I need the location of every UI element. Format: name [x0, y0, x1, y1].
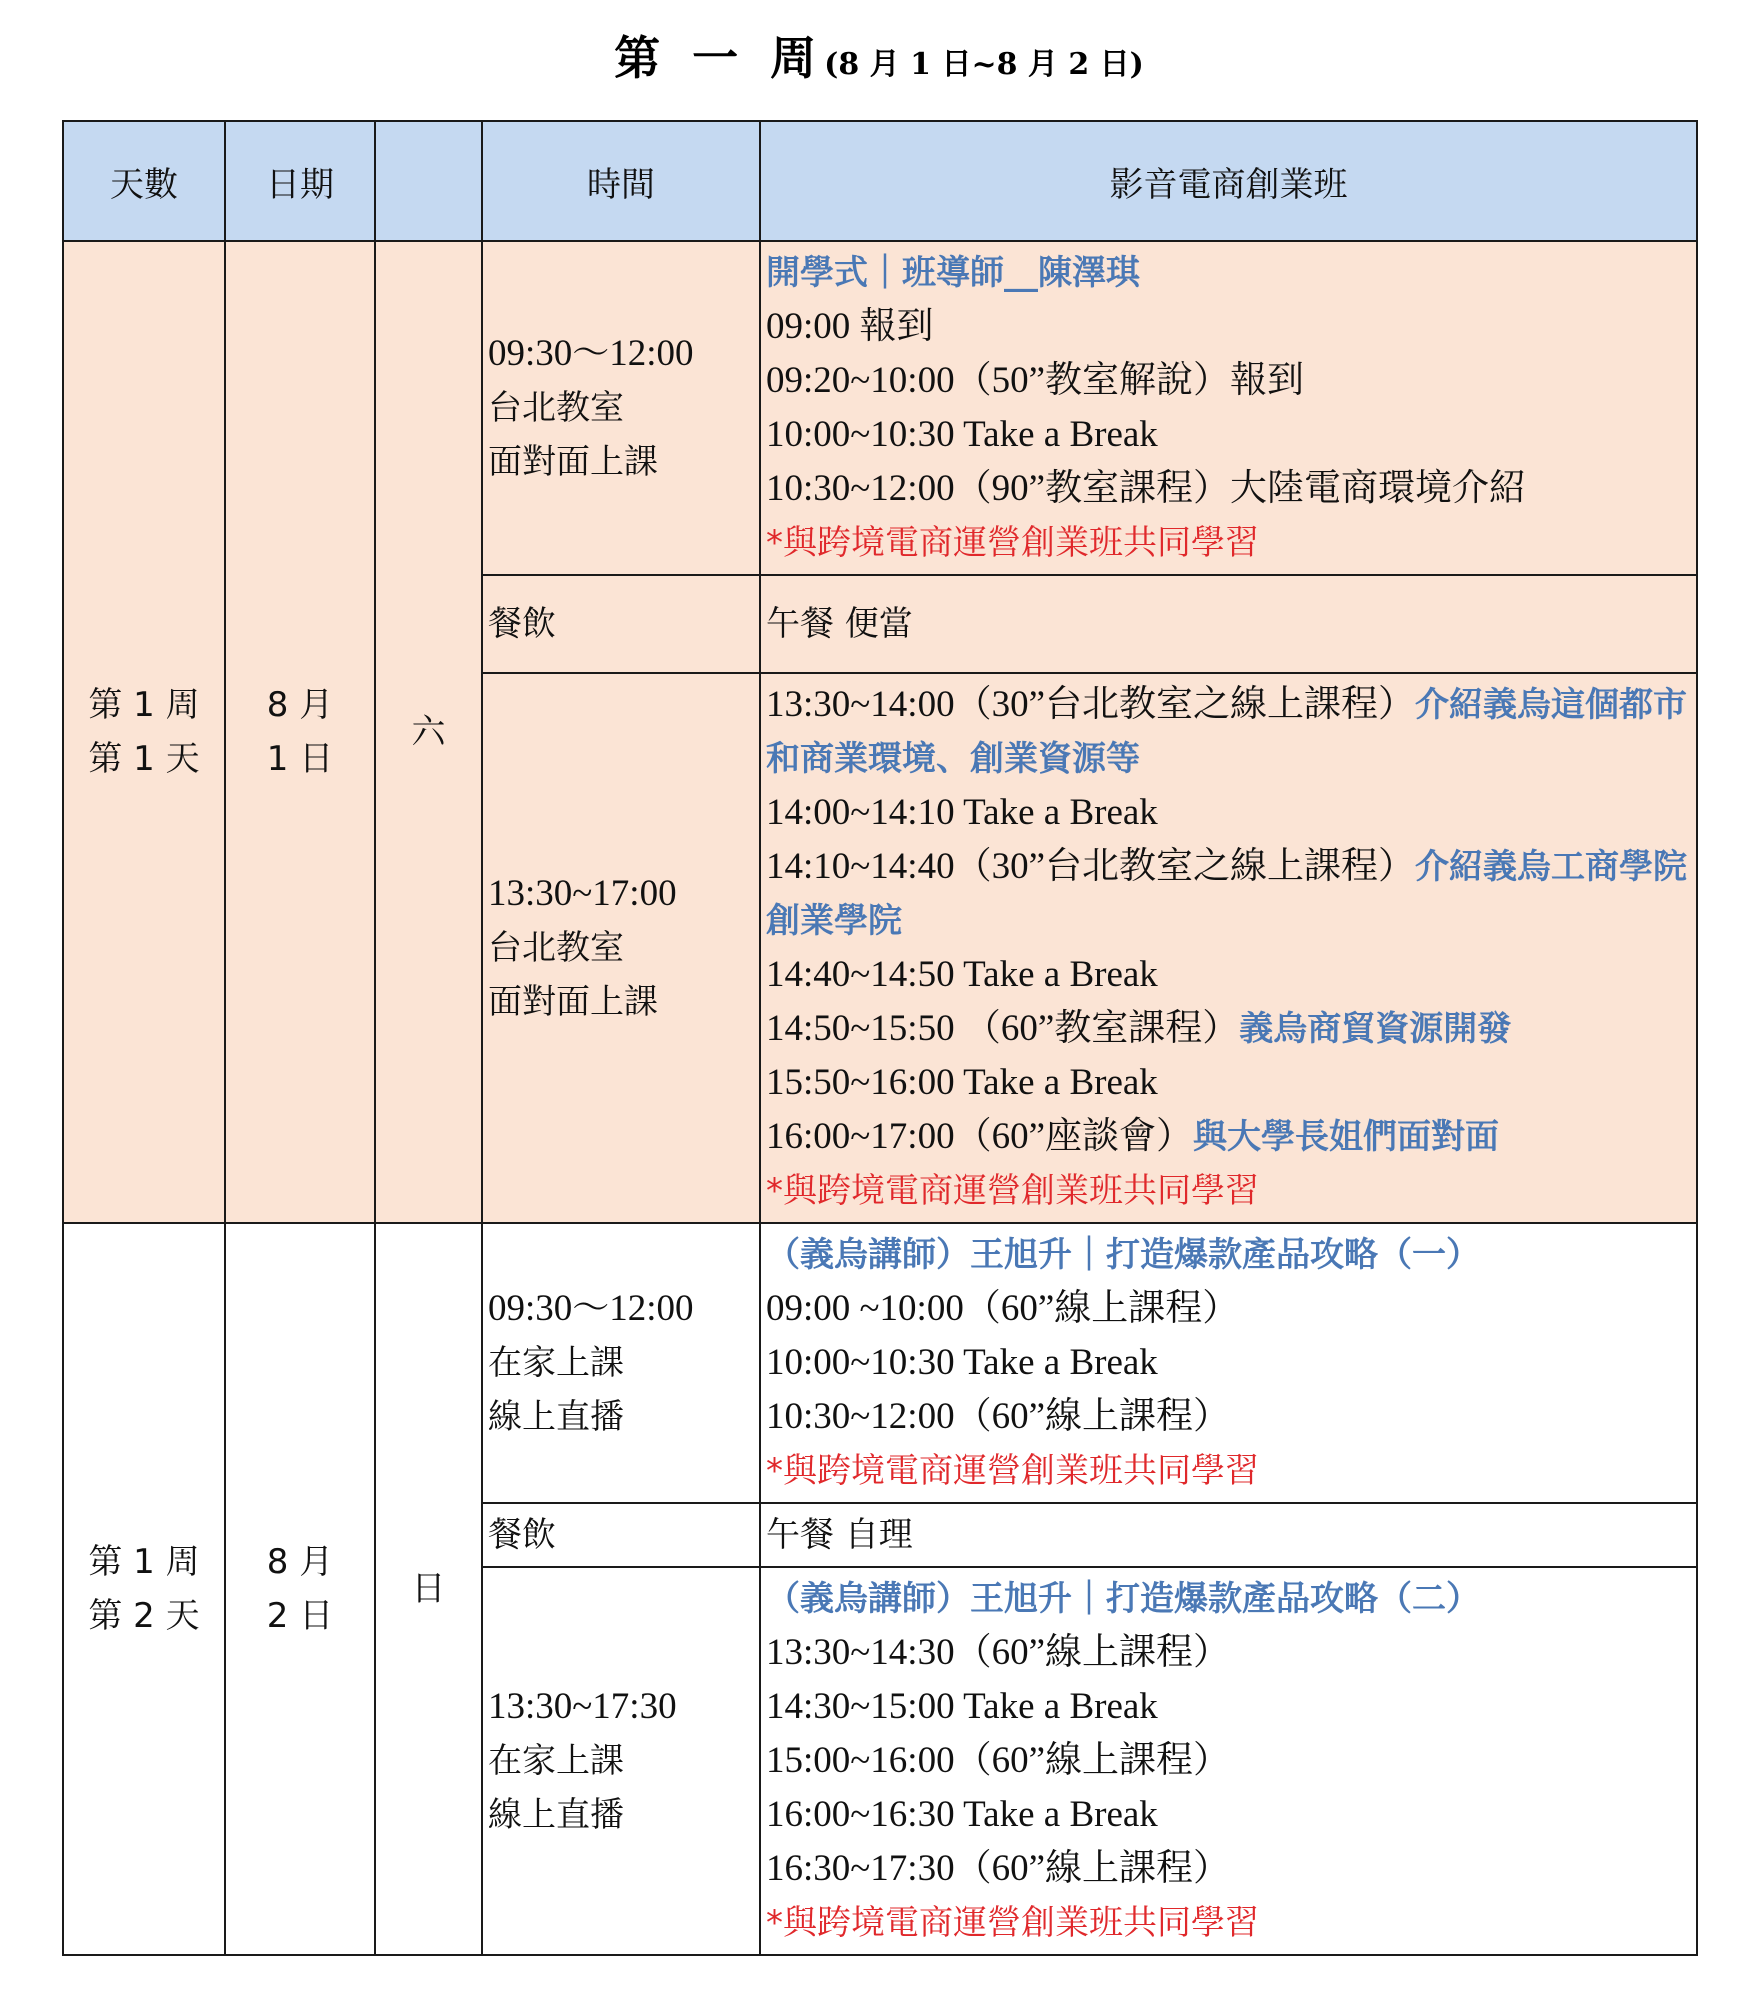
- schedule-line: 15:50~16:00 Take a Break: [766, 1062, 1158, 1103]
- schedule-line: 10:30~12:00（90”教室課程）大陸電商環境介紹: [766, 468, 1526, 509]
- day1-afternoon-mode: 面對面上課: [488, 982, 658, 1022]
- day1-week-label: 第 1 周: [88, 685, 200, 725]
- day1-day-label: 第 1 天: [88, 739, 200, 779]
- day2-day-label: 第 2 天: [88, 1596, 200, 1636]
- day1-morning-mode: 面對面上課: [488, 442, 658, 482]
- header-weekday: [375, 121, 482, 241]
- line-time: 14:10~14:40（30”台北教室之線上課程）: [766, 846, 1415, 887]
- header-time: 時間: [482, 121, 760, 241]
- day2-morning-place: 在家上課: [488, 1343, 624, 1383]
- page-title: [0, 22, 1758, 88]
- day2-day-cell: [63, 1223, 225, 1955]
- schedule-line: 15:00~16:00（60”線上課程）: [766, 1740, 1230, 1781]
- day1-morning-time: 09:30～12:00: [488, 333, 694, 374]
- schedule-line: [766, 1002, 1692, 1056]
- schedule-line: 09:20~10:00（50”教室解說）報到: [766, 360, 1304, 401]
- day1-morning-place: 台北教室: [488, 388, 624, 428]
- day2-meal-label: 餐飲: [482, 1503, 760, 1567]
- line-topic: 介紹義烏這個都市和商業環境、創業資源等: [766, 685, 1687, 779]
- line-time: 16:00~17:00（60”座談會）: [766, 1116, 1193, 1157]
- schedule-line: [766, 678, 1692, 786]
- line-time: 13:30~14:00（30”台北教室之線上課程）: [766, 684, 1415, 725]
- header-row: [63, 121, 1697, 241]
- day2-meal-text: 午餐 自理: [760, 1503, 1697, 1567]
- day1-month: 8 月: [266, 685, 334, 725]
- day1-afternoon-time-cell: [482, 673, 760, 1223]
- schedule-line: 09:00 報到: [766, 306, 934, 347]
- day2-afternoon-heading: （義烏講師）王旭升｜打造爆款產品攻略（二）: [766, 1579, 1480, 1619]
- day2-morning-mode: 線上直播: [488, 1397, 624, 1437]
- day2-morning-content: [760, 1223, 1697, 1503]
- day2-afternoon-place: 在家上課: [488, 1741, 624, 1781]
- day1-afternoon-content: [760, 673, 1697, 1223]
- day1-morning-content: [760, 241, 1697, 575]
- day1-meal-text: 午餐 便當: [760, 575, 1697, 673]
- day1-morning-row: [63, 241, 1697, 575]
- day1-afternoon-place: 台北教室: [488, 928, 624, 968]
- schedule-line: [766, 1110, 1692, 1164]
- day2-morning-time-cell: [482, 1223, 760, 1503]
- day2-date-cell: [225, 1223, 375, 1955]
- schedule-line: 10:30~12:00（60”線上課程）: [766, 1396, 1230, 1437]
- schedule-line: [766, 840, 1692, 948]
- header-date: 日期: [225, 121, 375, 241]
- shared-class-note: *與跨境電商運營創業班共同學習: [766, 1171, 1259, 1211]
- day2-afternoon-time-cell: [482, 1567, 760, 1955]
- day2-morning-heading: （義烏講師）王旭升｜打造爆款產品攻略（一）: [766, 1235, 1480, 1275]
- day1-weekday: 六: [375, 241, 482, 1223]
- schedule-line: 10:00~10:30 Take a Break: [766, 414, 1158, 455]
- day2-afternoon-mode: 線上直播: [488, 1795, 624, 1835]
- day2-month: 8 月: [266, 1542, 334, 1582]
- day1-date: 1 日: [266, 739, 334, 779]
- header-days: 天數: [63, 121, 225, 241]
- title-date-range: (8 月 1 日~8 月 2 日): [824, 47, 1144, 82]
- schedule-table: [62, 120, 1698, 1956]
- day2-morning-row: [63, 1223, 1697, 1503]
- shared-class-note: *與跨境電商運營創業班共同學習: [766, 523, 1259, 563]
- shared-class-note: *與跨境電商運營創業班共同學習: [766, 1903, 1259, 1943]
- schedule-line: 14:40~14:50 Take a Break: [766, 954, 1158, 995]
- line-time: 14:50~15:50 （60”教室課程）: [766, 1008, 1240, 1049]
- day2-week-label: 第 1 周: [88, 1542, 200, 1582]
- day2-afternoon-time: 13:30~17:30: [488, 1686, 677, 1727]
- schedule-line: 16:30~17:30（60”線上課程）: [766, 1848, 1230, 1889]
- day1-morning-time-cell: [482, 241, 760, 575]
- day2-afternoon-content: [760, 1567, 1697, 1955]
- shared-class-note: *與跨境電商運營創業班共同學習: [766, 1451, 1259, 1491]
- header-course: 影音電商創業班: [760, 121, 1697, 241]
- schedule-line: 16:00~16:30 Take a Break: [766, 1794, 1158, 1835]
- day1-afternoon-time: 13:30~17:00: [488, 873, 677, 914]
- schedule-line: 14:30~15:00 Take a Break: [766, 1686, 1158, 1727]
- line-topic: 義烏商貿資源開發: [1239, 1009, 1512, 1049]
- day1-meal-label: 餐飲: [482, 575, 760, 673]
- day2-morning-time: 09:30～12:00: [488, 1288, 694, 1329]
- schedule-line: 14:00~14:10 Take a Break: [766, 792, 1158, 833]
- schedule-line: 09:00 ~10:00（60”線上課程）: [766, 1288, 1240, 1329]
- day2-date: 2 日: [266, 1596, 334, 1636]
- day1-morning-heading: 開學式｜班導師__陳澤琪: [766, 253, 1140, 293]
- day2-weekday: 日: [375, 1223, 482, 1955]
- schedule-line: 13:30~14:30（60”線上課程）: [766, 1632, 1230, 1673]
- schedule-line: 10:00~10:30 Take a Break: [766, 1342, 1158, 1383]
- line-topic: 介紹義烏工商學院創業學院: [766, 847, 1687, 941]
- day1-date-cell: [225, 241, 375, 1223]
- line-topic: 與大學長姐們面對面: [1193, 1117, 1499, 1157]
- title-main: 第 一 周: [614, 31, 825, 85]
- day1-day-cell: [63, 241, 225, 1223]
